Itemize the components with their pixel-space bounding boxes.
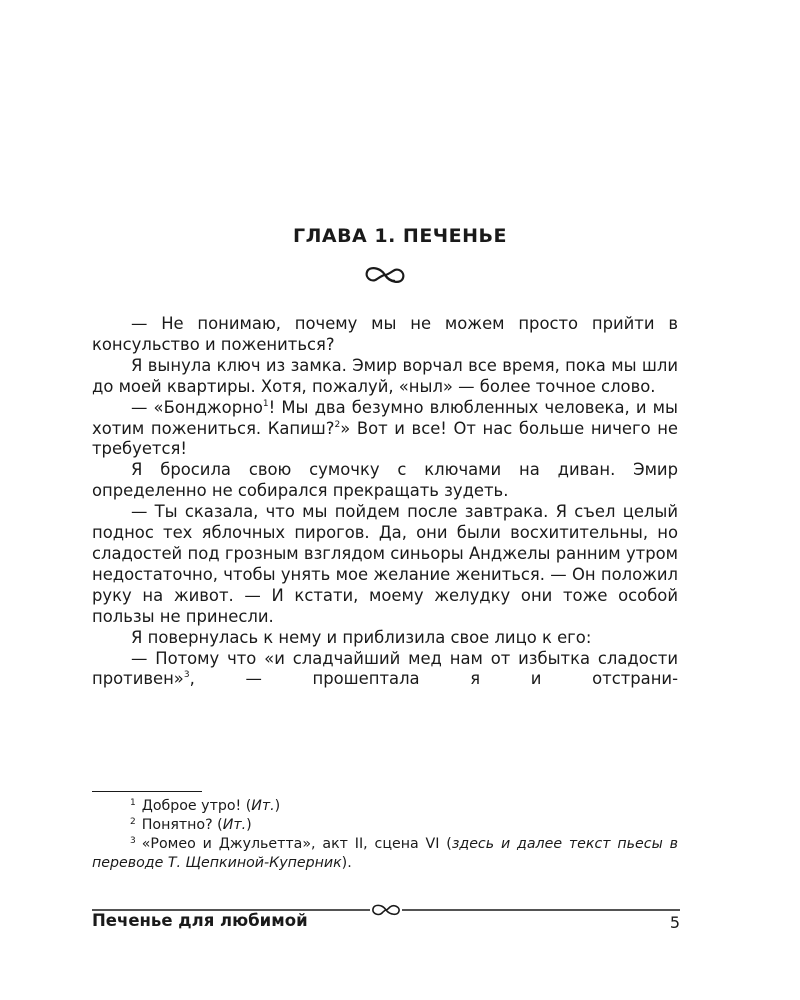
paragraph: — Ты сказала, что мы пойдем после завтрака. Я съел целый поднос тех яблочных пирогов. Да, они были восхитительны, но сладостей под грозным взглядом синьоры Анджелы ранним утром недостаточно, чтобы унять мое желание жениться. — Он положил руку на живот. — И кстати, моему желудку они тоже особой пользы не принесли.: [92, 502, 678, 626]
footnote-ref: 2: [334, 419, 341, 430]
footnote-italic: Ит.: [251, 798, 275, 814]
footnote-item: [92, 797, 678, 816]
paragraph-text: — Потому что «и сладчайший мед нам от избытка сладости противен»: [92, 648, 678, 689]
footnote-text: «Ромео и Джульетта», акт II, сцена VI (: [141, 836, 452, 852]
chapter-title: ГЛАВА 1. ПЕЧЕНЬЕ: [292, 225, 508, 247]
paragraph: Я повернулась к нему и приблизила свое лицо к его:: [131, 627, 592, 647]
ornament-loop-icon: [363, 264, 407, 286]
footnote-italic: здесь и далее текст пьесы в переводе Т. Щепкиной-Куперник: [92, 836, 679, 871]
paragraph-text: — «Бонджорно: [131, 397, 263, 417]
footnote-number: 3: [130, 836, 136, 846]
paragraph: — Не понимаю, почему мы не можем просто прийти в консульство и пожениться?: [92, 314, 678, 354]
footnote-item: [92, 816, 678, 835]
paragraph: Я вынула ключ из замка. Эмир ворчал все время, пока мы шли до моей квартиры. Хотя, пожалуй, «ныл» — более точное слово.: [92, 355, 678, 396]
footnote-ref: 3: [183, 670, 190, 681]
footnote-number: 2: [130, 817, 136, 827]
footnote-ref: 1: [262, 398, 269, 409]
footnotes: [92, 797, 678, 873]
paragraph-text: » Вот и все! От нас больше ничего не требуется!: [92, 418, 678, 459]
footnote-text: Доброе утро! (: [141, 798, 252, 814]
paragraph-text: ! Мы два безумно влюбленных человека, и мы хотим пожениться. Капиш?: [92, 397, 678, 438]
footnote-italic: Ит.: [222, 817, 247, 833]
running-title: Печенье для любимой: [92, 911, 308, 930]
footnote-item: [92, 835, 678, 873]
chapter-body: [92, 314, 678, 690]
footnote-number: 1: [130, 798, 136, 808]
footnote-text: Понятно? (: [141, 817, 223, 833]
paragraph: [92, 649, 678, 691]
footnote-tail: ): [246, 817, 252, 833]
paragraph: Я бросила свою сумочку с ключами на диван. Эмир определенно не собирался прекращать зудеть.: [92, 460, 678, 501]
page-number: 5: [669, 913, 680, 932]
paragraph-text: , — прошептала я и отстрани-: [189, 669, 678, 689]
footnote-tail: ).: [341, 855, 352, 871]
footnote-divider: [92, 791, 202, 792]
paragraph: [92, 398, 678, 461]
footnote-tail: ): [274, 798, 281, 814]
